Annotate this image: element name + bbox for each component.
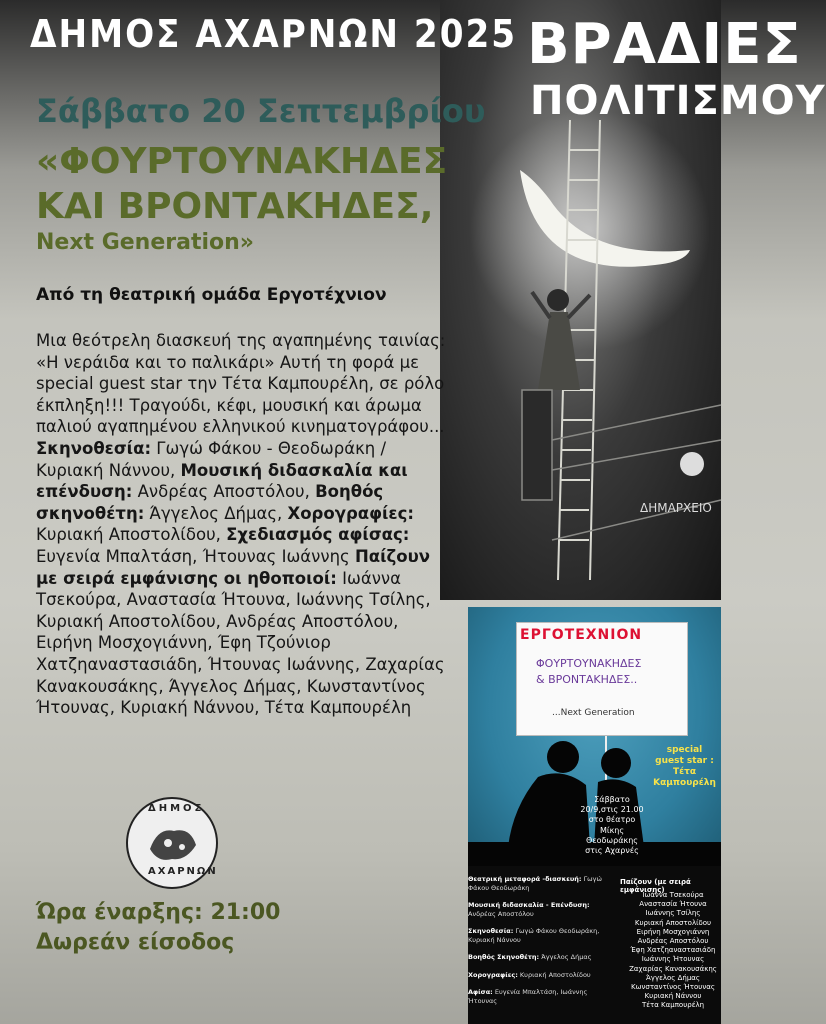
poster-cast-heading: Παίζουν (με σειρά εμφάνισης) — [620, 878, 691, 894]
poster-title-line1: ΦΟΥΡΤΟΥΝΑΚΗΔΕΣ — [536, 657, 642, 670]
description-text — [36, 330, 456, 719]
series-title-line2: ΠΟΛΙΤΙΣΜΟΥ — [530, 78, 826, 124]
poster-logo: ΕΡΓΟΤΕΧΝΙΟΝ — [520, 627, 643, 643]
start-time: Ώρα έναρξης: 21:00 — [36, 900, 281, 925]
list-item: Κωνσταντίνος Ήτουνας — [631, 983, 715, 992]
assistant-label: Βοηθός σκηνοθέτη: — [36, 482, 384, 523]
poster-next-generation: ...Next Generation — [552, 708, 635, 718]
list-item: Κυριακή Νάννου — [644, 992, 702, 1001]
music-value: Ανδρέας Αποστόλου, — [132, 482, 316, 502]
free-entry: Δωρεάν είσοδος — [36, 930, 235, 955]
list-item: Ζαχαρίας Κανακουσάκης — [629, 964, 717, 973]
direction-value: Γωγώ Φάκου - Θεοδωράκη / Κυριακή Νάννου, — [36, 438, 387, 480]
choreo-value: Κυριακή Αποστολίδου, — [36, 525, 227, 545]
poster-credit-3: Σκηνοθεσία: Γωγώ Φάκου Θεοδωράκη, Κυριακή Νάννου — [468, 927, 600, 944]
list-item: Ειρήνη Μοσχογιάννη — [636, 927, 710, 936]
event-date: Σάββατο 20 Σεπτεμβρίου — [36, 92, 486, 130]
poster-credit-5: Χορογραφίες: Κυριακή Αποστολίδου — [468, 970, 591, 979]
list-item: Ανδρέας Αποστόλου — [637, 937, 709, 946]
play-title-line1: «ΦΟΥΡΤΟΥΝΑΚΗΔΕΣ — [36, 141, 448, 182]
poster-title-line2: & ΒΡΟΝΤΑΚΗΔΕΣ.. — [536, 673, 638, 686]
list-item: Ιωάννης Τσίλης — [645, 909, 701, 918]
assistant-value: Άγγελος Δήμας, — [144, 503, 288, 523]
town-hall-sign: ΔΗΜΑΡΧΕΙΟ — [640, 501, 712, 515]
list-item: Άγγελος Δήμας — [645, 973, 701, 982]
poster-credit-1: Θεατρική μεταφορά -διασκευή: Γωγώ Φάκου Θεοδωράκη — [468, 875, 602, 892]
poster-special-guest: special guest star : Τέτα Καμπουρέλη — [653, 745, 716, 788]
list-item: Ιωάννης Ήτουνας — [641, 955, 705, 964]
cast-label: Παίζουν με σειρά εμφάνισης οι ηθοποιοί: — [36, 546, 431, 588]
music-label: Μουσική διδασκαλία και επένδυση: — [36, 460, 408, 502]
poster-date-info: Σάββατο 20/9,στις 21.00 στο θέατρο Μίκης Θεοδωράκης στις Αχαρνές — [580, 795, 644, 856]
list-item: Ιωάννα Τσεκούρα — [642, 891, 704, 899]
play-title-line3: Next Generation» — [36, 230, 255, 255]
seal-text-top: ΔΗΜΟΣ — [148, 803, 205, 814]
list-item: Τέτα Καμπουρέλη — [641, 1001, 705, 1010]
list-item: Έφη Χατζηαναστασιάδη — [630, 946, 716, 955]
series-title-line1: ΒΡΑΔΙΕΣ — [527, 12, 802, 77]
poster-design-value: Ευγενία Μπαλτάση, Ήτουνας Ιωάννης — [36, 546, 350, 566]
direction-label: Σκηνοθεσία: — [36, 438, 152, 458]
poster-cast-list — [625, 891, 721, 1011]
poster-credit-2: Μουσική διδασκαλία - Επένδυση: Ανδρέας Αποστόλου — [468, 901, 590, 918]
poster-credit-4: Βοηθός Σκηνοθέτη: Άγγελος Δήμας — [468, 953, 592, 961]
cast-value: Ιωάννα Τσεκούρα, Αναστασία Ήτουνα, Ιωάννης Τσίλης, Κυριακή Αποστολίδου, Ανδρέας Αποστόλου, Ειρήνη Μοσχογιάννη, Έφη Τζούνιορ Χατζηαναστασιάδη, Ήτουνας Ιωάννης, Ζαχαρίας Κανακουσάκης, Άγγελος Δήμας, Κωνσταντίνος Ήτουνας, Κυριακή Νάννου, Τέτα Καμπουρέλη — [36, 568, 445, 718]
poster-design-label: Σχεδιασμός αφίσας: — [226, 525, 410, 545]
seal-text-bottom: ΑΧΑΡΝΩΝ — [148, 866, 218, 877]
list-item: Κυριακή Αποστολίδου — [634, 918, 712, 927]
play-title-line2: ΚΑΙ ΒΡΟΝΤΑΚΗΔΕΣ, — [36, 186, 434, 227]
description-intro: Μια θεότρελη διασκευή της αγαπημένης ταινίας: «Η νεράιδα και το παλικάρι» Αυτή τη φορά με special guest star την Τέτα Καμπουρέλη, σε ρόλο έκπληξη!!! Τραγούδι, κέφι, μουσική και άρωμα παλιού αγαπημένου ελληνικού κινηματογράφου... — [36, 331, 446, 437]
header-title: ΔΗΜΟΣ ΑΧΑΡΝΩΝ 2025 — [30, 12, 518, 56]
moon-glow — [470, 110, 710, 350]
choreo-label: Χορογραφίες: — [287, 503, 414, 523]
municipal-logo-icon — [680, 452, 704, 476]
theatre-group: Από τη θεατρική ομάδα Εργοτέχνιον — [36, 285, 387, 305]
list-item: Αναστασία Ήτουνα — [639, 900, 707, 909]
poster-credit-6: Αφίσα: Ευγενία Μπαλτάση, Ιωάννης Ήτουνας — [468, 988, 588, 1005]
